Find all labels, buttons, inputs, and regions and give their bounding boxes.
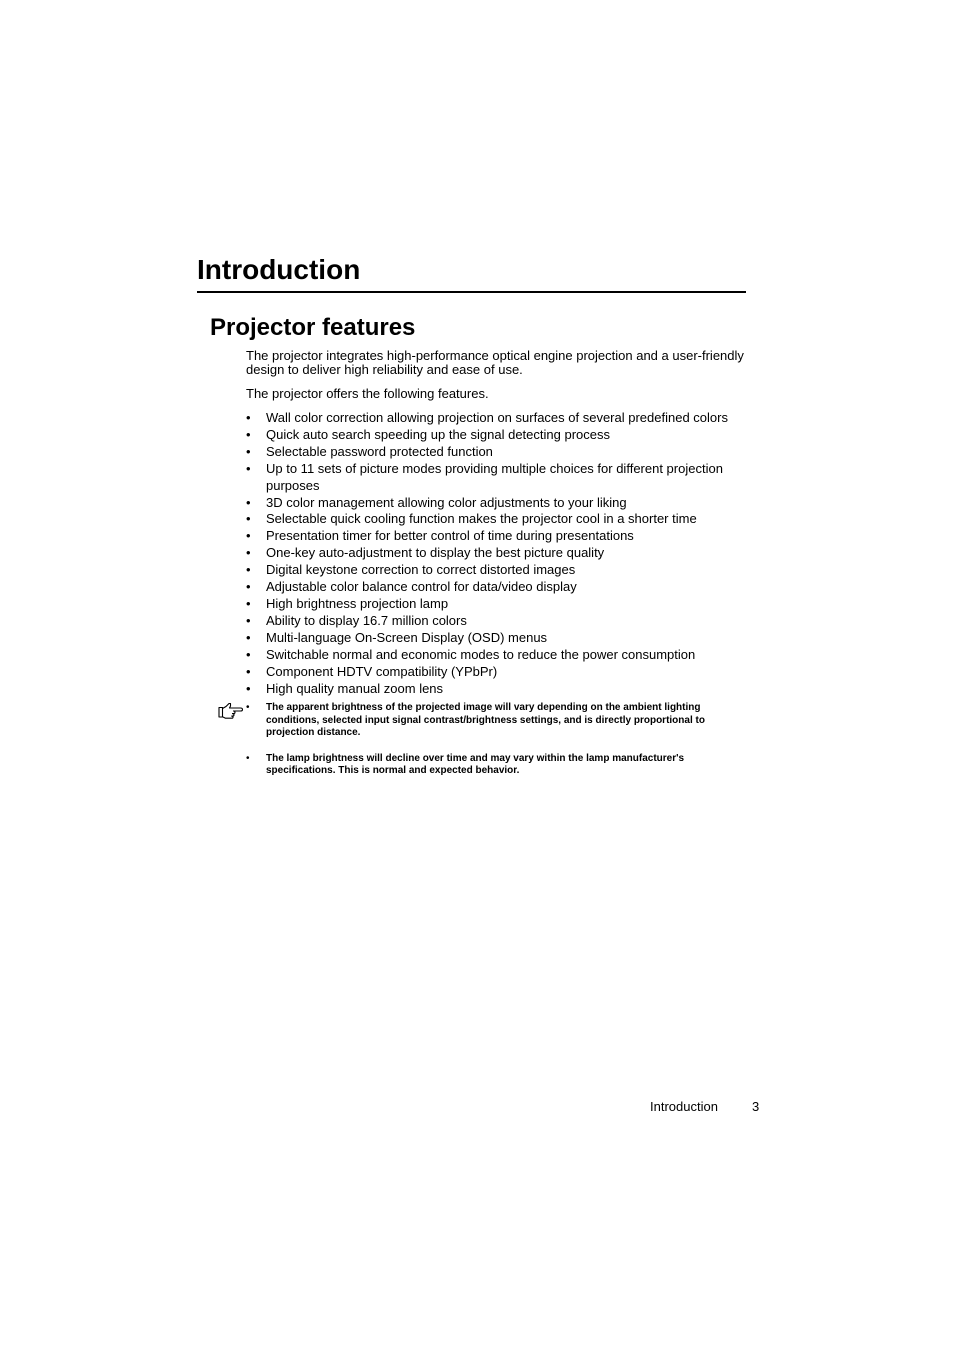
list-item — [246, 545, 750, 562]
feature-text: Selectable quick cooling function makes the projector cool in a shorter time — [266, 511, 697, 527]
list-item — [246, 647, 750, 664]
feature-text: Adjustable color balance control for data/video display — [266, 579, 577, 595]
bullet-icon: • — [246, 562, 251, 578]
note-text: The lamp brightness will decline over time and may vary within the lamp manufacturer's specifications. This is normal and expected behavior. — [266, 752, 685, 776]
list-item — [246, 579, 750, 596]
bullet-icon: • — [246, 629, 251, 645]
list-item — [246, 511, 750, 528]
list-item — [246, 495, 750, 512]
footer-label: Introduction — [650, 1099, 718, 1114]
bullet-icon: • — [246, 702, 250, 713]
list-item — [246, 461, 750, 495]
intro-paragraph: The projector integrates high-performance optical engine projection and a user-friendly design to deliver high reliability and ease of use. — [246, 348, 744, 377]
feature-text: Selectable password protected function — [266, 443, 493, 459]
bullet-icon: • — [246, 595, 251, 611]
feature-text: Presentation timer for better control of time during presentations — [266, 528, 634, 544]
feature-text: High brightness projection lamp — [266, 595, 449, 611]
feature-text: Quick auto search speeding up the signal detecting process — [266, 426, 610, 442]
feature-text: Up to 11 sets of picture modes providing multiple choices for different projection purposes — [266, 460, 723, 493]
feature-text: Ability to display 16.7 million colors — [266, 612, 467, 628]
bullet-icon: • — [246, 646, 251, 662]
list-item — [246, 630, 750, 647]
list-item — [246, 596, 750, 613]
bullet-icon: • — [246, 528, 251, 544]
feature-text: High quality manual zoom lens — [266, 680, 444, 696]
chapter-title: Introduction — [197, 252, 746, 293]
bullet-icon: • — [246, 511, 251, 527]
bullet-icon: • — [246, 426, 251, 442]
bullet-icon: • — [246, 752, 250, 764]
note-item — [246, 702, 746, 740]
feature-text: One-key auto-adjustment to display the best picture quality — [266, 545, 605, 561]
list-item — [246, 528, 750, 545]
feature-text: Component HDTV compatibility (YPbPr) — [266, 663, 498, 679]
feature-text: Wall color correction allowing projection on surfaces of several predefined colors — [266, 410, 728, 425]
list-item — [246, 427, 750, 444]
bullet-icon: • — [246, 494, 251, 510]
note-list — [246, 702, 746, 778]
feature-text: 3D color management allowing color adjustments to your liking — [266, 494, 627, 510]
feature-text: Multi-language On-Screen Display (OSD) menus — [266, 629, 548, 645]
list-item — [246, 681, 750, 698]
list-item — [246, 410, 750, 427]
bullet-icon: • — [246, 663, 251, 679]
page-number: 3 — [752, 1099, 760, 1114]
section-title: Projector features — [210, 314, 416, 341]
bullet-icon: • — [246, 443, 251, 459]
note-item — [246, 753, 746, 778]
bullet-icon: • — [246, 612, 251, 628]
list-item — [246, 562, 750, 579]
bullet-icon: • — [246, 579, 251, 595]
feature-list — [246, 410, 750, 697]
pointing-hand-icon — [218, 701, 244, 719]
feature-text: Switchable normal and economic modes to reduce the power consumption — [266, 646, 696, 662]
list-item — [246, 664, 750, 681]
offers-paragraph: The projector offers the following features. — [246, 386, 489, 401]
bullet-icon: • — [246, 545, 251, 561]
list-item — [246, 613, 750, 630]
bullet-icon: • — [246, 680, 251, 696]
note-text: The apparent brightness of the projected image will vary depending on the ambient lighting conditions, selected input signal contrast/brightness settings, and is directly proportional to projection distance. — [266, 702, 705, 738]
bullet-icon: • — [246, 410, 251, 425]
feature-text: Digital keystone correction to correct distorted images — [266, 562, 576, 578]
bullet-icon: • — [246, 460, 251, 476]
list-item — [246, 444, 750, 461]
